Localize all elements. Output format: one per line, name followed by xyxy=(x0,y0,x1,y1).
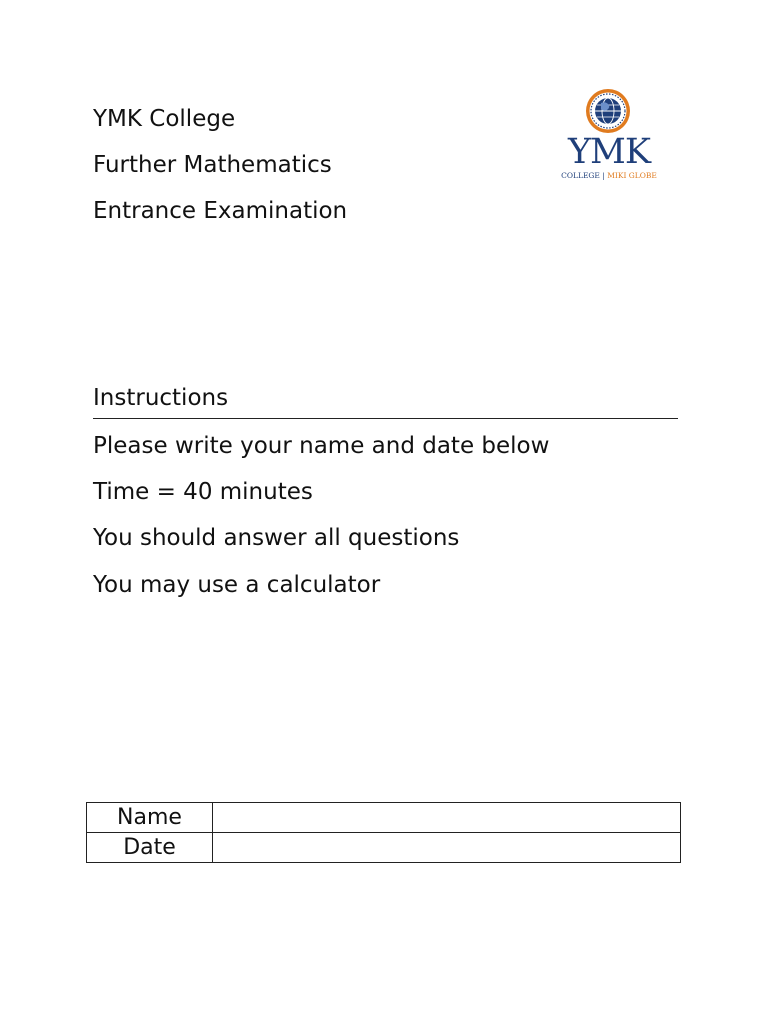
date-field[interactable] xyxy=(213,833,681,863)
ymk-logo xyxy=(560,88,660,184)
logo-wordmark: YMK xyxy=(567,132,651,172)
exam-title: Entrance Examination xyxy=(93,198,348,224)
logo-tagline-divider: | xyxy=(602,171,605,180)
instruction-item: You should answer all questions xyxy=(93,525,460,551)
name-label: Name xyxy=(87,803,213,833)
instruction-item: Please write your name and date below xyxy=(93,433,550,459)
instruction-item: Time = 40 minutes xyxy=(93,479,313,505)
candidate-details-table xyxy=(86,802,681,863)
instructions-heading: Instructions xyxy=(93,385,229,411)
logo-tagline xyxy=(560,171,658,181)
table-row-name xyxy=(87,803,681,833)
instruction-item: You may use a calculator xyxy=(93,572,381,598)
logo-tagline-globe: MIKI GLOBE xyxy=(607,171,657,180)
instructions-divider xyxy=(93,418,678,419)
college-name: YMK College xyxy=(93,106,236,132)
globe-emblem-icon xyxy=(585,88,631,134)
subject-title: Further Mathematics xyxy=(93,152,332,178)
table-row-date xyxy=(87,833,681,863)
date-label: Date xyxy=(87,833,213,863)
logo-tagline-college: COLLEGE xyxy=(561,171,600,180)
name-field[interactable] xyxy=(213,803,681,833)
